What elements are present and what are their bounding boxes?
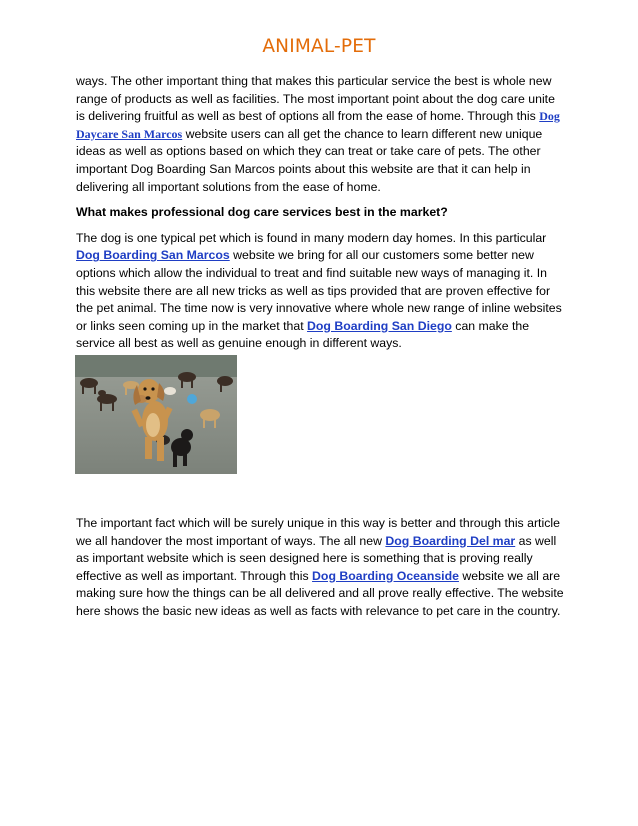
link-dog-boarding-del-mar[interactable]: Dog Boarding Del mar <box>385 533 516 548</box>
paragraph-2-text-c: can make the service all best as well as genuine enough in different ways. <box>76 318 530 351</box>
paragraph-2 <box>76 230 566 353</box>
link-dog-boarding-oceanside[interactable]: Dog Boarding Oceanside <box>312 568 459 583</box>
link-dog-boarding-san-marcos[interactable]: Dog Boarding San Marcos <box>76 248 230 263</box>
paragraph-3 <box>76 515 566 621</box>
article-body-top <box>76 73 566 353</box>
article-body-bottom <box>76 515 566 621</box>
paragraph-1-text-b: website users can all get the chance to learn different new unique ideas as well as options based on which they can treat or take care of pets. The other important Dog Boarding San Marcos points about this website are that it can help in delivering all important solutions from the ease of home. <box>76 126 543 194</box>
paragraph-1-text-a: ways. The other important thing that makes this particular service the best is whole new range of products as well as facilities. The most important point about the dog care unite is delivering fruitful as well as best of options all from the ease of home. Through this <box>76 74 555 124</box>
paragraph-3-text-c: website we all are making sure how the things can be all delivered and all prove really effective. The website here shows the basic new ideas as well as facts with relevance to pet care in the country. <box>76 568 564 618</box>
paragraph-3-text-b: as well as important website which is seen designed here is something that is proving really effective as well as important. Through this <box>76 533 557 583</box>
paragraph-2-text-b: website we bring for all our customers some better new options which allow the individual to treat and find suitable new ways of managing it. In this website there are all new tricks as well as tips provided that are proven effective for the pet animal. The time now is very innovative where whole new range of inline websites or links seen coming up in the market that <box>76 248 562 333</box>
paragraph-1 <box>76 73 566 196</box>
section-heading: What makes professional dog care services best in the market? <box>76 205 448 220</box>
link-dog-daycare-san-marcos[interactable]: Dog Daycare San Marcos <box>76 109 560 141</box>
dog-photo-illustration <box>75 355 237 474</box>
paragraph-3-text-a: The important fact which will be surely unique in this way is better and through this article we all handover the most important of ways. The all new <box>76 516 560 548</box>
dog-photo <box>75 355 237 474</box>
paragraph-2-text-a: The dog is one typical pet which is found in many modern day homes. In this particular <box>76 230 547 245</box>
page-title: ANIMAL-PET <box>262 36 376 57</box>
link-dog-boarding-san-diego[interactable]: Dog Boarding San Diego <box>307 318 452 333</box>
